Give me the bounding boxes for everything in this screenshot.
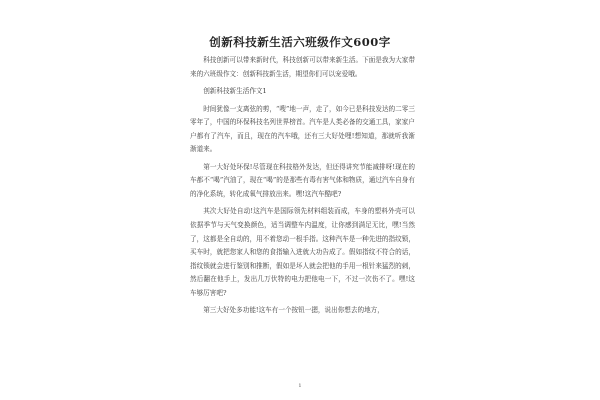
- document-title: 创新科技新生活六班级作文600字: [209, 35, 391, 49]
- essay-subtitle: 创新科技新生活作文1: [203, 87, 267, 96]
- body-paragraph-4: 第三大好处多功能!这车有一个按钮一摁，说出你想去的地方，: [203, 306, 384, 315]
- body-paragraph-1: 时间犹像一支离弦的剪，“嗖”地一声，走了，如今已是科技发达的二零三零年了，中国的环保科技名列世界榜首。汽车是人类必备的交通工具，家家户户都有了汽车，而且，现在的汽车哦，还有三大好处哩!想知道，那就听我渐渐道来。: [190, 104, 415, 154]
- document-body: [190, 54, 415, 318]
- body-paragraph-2: 第一大好处环保!尽管现在科技格外发达，但还得讲究节能减排呀!现在的车都不“喝”汽油了，现在“喝”的是那些有毒有害气体和物质，通过汽车自身有的净化系统，转化成氧气排放出来。嘿!这汽车酷吧?: [190, 162, 415, 198]
- body-paragraph-3: 其次大好处自动!这汽车是国际领先材料组装而成，车身的塑料外壳可以依据季节与天气变换颜色，适当调整车内温度，让你感到满足无比，嘿!当然了，这都是全自动的，用不着您动一根手指。这种汽车是一种先进的指纹锁，买车时，就把您家人和您的食指输入进就大功告成了。假如指纹不符合的话，指纹锁就会进行鉴别和推断，假如是坏人就会把他的手用一根针来猛烈的刺，然后翻在他手上，发出几万伏特的电力把他电一下，不过一次伤不了。嘿!这车够厉害吧?: [190, 207, 415, 297]
- intro-paragraph: 科技创新可以带来新时代，科技创新可以带来新生活。下面是我为大家带来的六班级作文：创新科技新生活，期望你们可以宠爱哦。: [190, 56, 415, 78]
- page-number: 1: [298, 383, 302, 389]
